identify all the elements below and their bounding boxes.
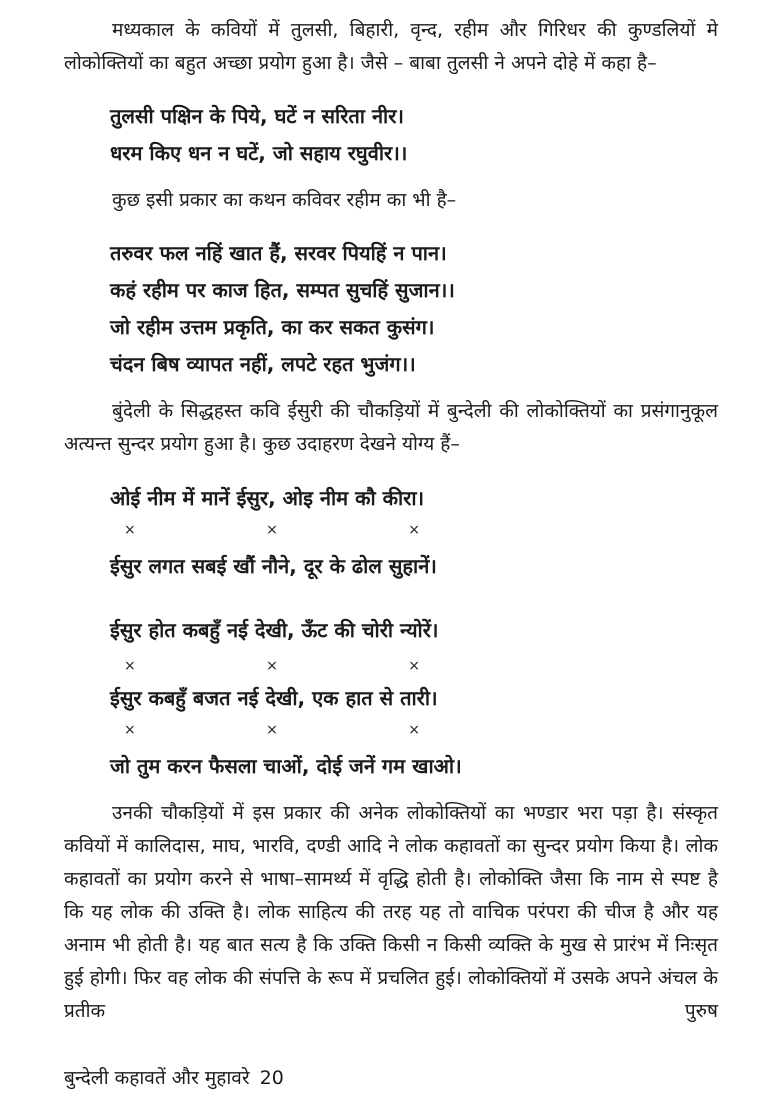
verse-line: धरम किए धन न घटें, जो सहाय रघुवीर।। — [110, 141, 408, 165]
paragraph-rahim-intro: कुछ इसी प्रकार का कथन कविवर रहीम का भी है– — [112, 189, 457, 211]
separator-mark: × — [266, 522, 278, 538]
verse-line: चंदन बिष व्यापत नहीं, लपटे रहत भुजंग।। — [110, 352, 416, 376]
verse-separator — [124, 515, 420, 545]
verse-tulsi — [110, 98, 718, 172]
paragraph-isuri-intro: बुंदेली के सिद्धहस्त कवि ईसुरी की चौकड़ियों में बुन्देली की लोकोक्तियों का प्रसंगानुकूल अत्यन्त सुन्दर प्रयोग हुआ है। कुछ उदाहरण देखने योग्य हैं– — [64, 400, 718, 455]
verse-line: ईसुर होत कबहुँ नई देखी, ऊँट की चोरी न्योरें। — [110, 618, 439, 642]
separator-mark: × — [124, 522, 136, 538]
verse-isuri — [110, 481, 718, 783]
separator-mark: × — [124, 722, 136, 738]
verse-line: जो तुम करन फैसला चाओं, दोई जनें गम खाओ। — [110, 754, 462, 778]
verse-line: तरुवर फल नहिं खात हैं, सरवर पियहिं न पान। — [110, 241, 447, 265]
separator-mark: × — [124, 658, 136, 674]
separator-mark: × — [266, 658, 278, 674]
verse-line: ईसुर लगत सबई खौं नौने, दूर के ढोल सुहानें। — [110, 554, 437, 578]
page-footer — [64, 1064, 718, 1090]
verse-line: तुलसी पक्षिन के पिये, घटें न सरिता नीर। — [110, 104, 404, 128]
page-number: 20 — [259, 1067, 284, 1089]
verse-rahim — [110, 235, 718, 383]
separator-mark: × — [266, 722, 278, 738]
book-title: बुन्देली कहावतें और मुहावरे — [64, 1067, 250, 1089]
verse-line: कहं रहीम पर काज हित, सम्पत सुचहिं सुजान।। — [110, 278, 455, 302]
verse-line: ओई नीम में मानें ईसुर, ओइ नीम कौ कीरा। — [110, 486, 425, 510]
verse-line: ईसुर कबहुँ बजत नई देखी, एक हात से तारी। — [110, 686, 438, 710]
verse-separator — [124, 651, 420, 681]
separator-mark: × — [408, 658, 420, 674]
paragraph-closing: उनकी चौकड़ियों में इस प्रकार की अनेक लोकोक्तियों का भण्डार भरा पड़ा है। संस्कृत कवियों में कालिदास, माघ, भारवि, दण्डी आदि ने लोक कहावतों का सुन्दर प्रयोग किया है। लोक कहावतों का प्रयोग करने से भाषा–सामर्थ्य में वृद्धि होती है। लोकोक्ति जैसा कि नाम से स्पष्ट है कि यह लोक की उक्ति है। लोक साहित्य की तरह यह तो वाचिक परंपरा की चीज है और यह अनाम भी होती है। यह बात सत्य है कि उक्ति किसी न किसी व्यक्ति के मुख से प्रारंभ में निःसृत हुई होगी। फिर वह लोक की संपत्ति के रूप में प्रचलित हुई। लोकोक्तियों में उसके अपने अंचल के प्रतीक पुरुष — [64, 802, 718, 1022]
paragraph-intro: मध्यकाल के कवियों में तुलसी, बिहारी, वृन्द, रहीम और गिरिधर की कुण्डलियों मे लोकोक्तियों का बहुत अच्छा प्रयोग हुआ है। जैसे – बाबा तुलसी ने अपने दोहे में कहा है– — [64, 19, 718, 74]
separator-mark: × — [408, 722, 420, 738]
verse-separator — [124, 715, 420, 745]
separator-mark: × — [408, 522, 420, 538]
verse-line: जो रहीम उत्तम प्रकृति, का कर सकत कुसंग। — [110, 315, 435, 339]
